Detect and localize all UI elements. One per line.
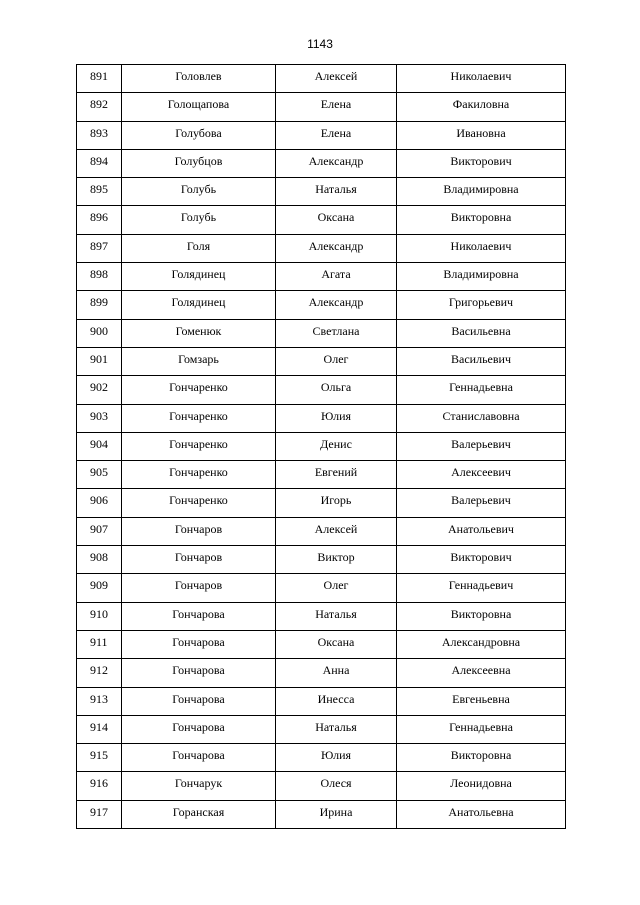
patronymic-cell: Станиславовна bbox=[397, 404, 566, 432]
first-name-cell: Наталья bbox=[276, 715, 397, 743]
row-number-cell: 893 bbox=[77, 121, 122, 149]
patronymic-cell: Алексеевна bbox=[397, 659, 566, 687]
table-row bbox=[77, 149, 566, 177]
patronymic-cell: Александровна bbox=[397, 630, 566, 658]
first-name-cell: Елена bbox=[276, 121, 397, 149]
row-number-cell: 917 bbox=[77, 800, 122, 828]
last-name-cell: Гончаров bbox=[122, 546, 276, 574]
patronymic-cell: Викторовна bbox=[397, 206, 566, 234]
first-name-cell: Юлия bbox=[276, 404, 397, 432]
patronymic-cell: Геннадьевна bbox=[397, 715, 566, 743]
last-name-cell: Гончаренко bbox=[122, 404, 276, 432]
row-number-cell: 898 bbox=[77, 263, 122, 291]
row-number-cell: 910 bbox=[77, 602, 122, 630]
row-number-cell: 913 bbox=[77, 687, 122, 715]
last-name-cell: Гоменюк bbox=[122, 319, 276, 347]
first-name-cell: Алексей bbox=[276, 517, 397, 545]
last-name-cell: Голубова bbox=[122, 121, 276, 149]
first-name-cell: Виктор bbox=[276, 546, 397, 574]
patronymic-cell: Владимировна bbox=[397, 263, 566, 291]
patronymic-cell: Викторовна bbox=[397, 744, 566, 772]
last-name-cell: Гончаренко bbox=[122, 489, 276, 517]
table-row bbox=[77, 744, 566, 772]
first-name-cell: Ольга bbox=[276, 376, 397, 404]
patronymic-cell: Викторович bbox=[397, 149, 566, 177]
patronymic-cell: Григорьевич bbox=[397, 291, 566, 319]
table-row bbox=[77, 715, 566, 743]
table-row bbox=[77, 602, 566, 630]
table-row bbox=[77, 404, 566, 432]
first-name-cell: Олег bbox=[276, 574, 397, 602]
table-row bbox=[77, 574, 566, 602]
patronymic-cell: Валерьевич bbox=[397, 489, 566, 517]
table-row bbox=[77, 461, 566, 489]
row-number-cell: 905 bbox=[77, 461, 122, 489]
last-name-cell: Гончарова bbox=[122, 744, 276, 772]
patronymic-cell: Валерьевич bbox=[397, 432, 566, 460]
last-name-cell: Гончаренко bbox=[122, 461, 276, 489]
row-number-cell: 895 bbox=[77, 178, 122, 206]
first-name-cell: Инесса bbox=[276, 687, 397, 715]
patronymic-cell: Геннадьевна bbox=[397, 376, 566, 404]
last-name-cell: Гомзарь bbox=[122, 347, 276, 375]
last-name-cell: Голя bbox=[122, 234, 276, 262]
row-number-cell: 908 bbox=[77, 546, 122, 574]
first-name-cell: Игорь bbox=[276, 489, 397, 517]
patronymic-cell: Геннадьевич bbox=[397, 574, 566, 602]
table-row bbox=[77, 234, 566, 262]
row-number-cell: 892 bbox=[77, 93, 122, 121]
last-name-cell: Горанская bbox=[122, 800, 276, 828]
row-number-cell: 894 bbox=[77, 149, 122, 177]
first-name-cell: Олеся bbox=[276, 772, 397, 800]
last-name-cell: Гончаров bbox=[122, 517, 276, 545]
last-name-cell: Гончарова bbox=[122, 687, 276, 715]
table-row bbox=[77, 376, 566, 404]
last-name-cell: Гончарук bbox=[122, 772, 276, 800]
roster-table bbox=[76, 64, 566, 829]
last-name-cell: Гончарова bbox=[122, 659, 276, 687]
last-name-cell: Гончарова bbox=[122, 715, 276, 743]
table-row bbox=[77, 432, 566, 460]
patronymic-cell: Анатольевна bbox=[397, 800, 566, 828]
patronymic-cell: Алексеевич bbox=[397, 461, 566, 489]
table-row bbox=[77, 687, 566, 715]
patronymic-cell: Викторовна bbox=[397, 602, 566, 630]
table-row bbox=[77, 630, 566, 658]
table-row bbox=[77, 319, 566, 347]
row-number-cell: 907 bbox=[77, 517, 122, 545]
row-number-cell: 916 bbox=[77, 772, 122, 800]
first-name-cell: Александр bbox=[276, 149, 397, 177]
last-name-cell: Гончарова bbox=[122, 630, 276, 658]
last-name-cell: Гончарова bbox=[122, 602, 276, 630]
table-row bbox=[77, 263, 566, 291]
last-name-cell: Голубь bbox=[122, 178, 276, 206]
table-row bbox=[77, 800, 566, 828]
patronymic-cell: Владимировна bbox=[397, 178, 566, 206]
table-row bbox=[77, 546, 566, 574]
patronymic-cell: Факиловна bbox=[397, 93, 566, 121]
table-row bbox=[77, 206, 566, 234]
first-name-cell: Алексей bbox=[276, 65, 397, 93]
last-name-cell: Голубь bbox=[122, 206, 276, 234]
page-number: 1143 bbox=[307, 37, 333, 51]
table-row bbox=[77, 347, 566, 375]
row-number-cell: 900 bbox=[77, 319, 122, 347]
first-name-cell: Александр bbox=[276, 291, 397, 319]
patronymic-cell: Евгеньевна bbox=[397, 687, 566, 715]
roster-table-body bbox=[77, 65, 566, 829]
last-name-cell: Гончаренко bbox=[122, 376, 276, 404]
table-row bbox=[77, 121, 566, 149]
first-name-cell: Елена bbox=[276, 93, 397, 121]
first-name-cell: Агата bbox=[276, 263, 397, 291]
table-row bbox=[77, 772, 566, 800]
row-number-cell: 901 bbox=[77, 347, 122, 375]
patronymic-cell: Леонидовна bbox=[397, 772, 566, 800]
patronymic-cell: Николаевич bbox=[397, 234, 566, 262]
last-name-cell: Голубцов bbox=[122, 149, 276, 177]
first-name-cell: Оксана bbox=[276, 630, 397, 658]
row-number-cell: 909 bbox=[77, 574, 122, 602]
row-number-cell: 911 bbox=[77, 630, 122, 658]
row-number-cell: 915 bbox=[77, 744, 122, 772]
table-row bbox=[77, 489, 566, 517]
last-name-cell: Голядинец bbox=[122, 291, 276, 319]
first-name-cell: Оксана bbox=[276, 206, 397, 234]
patronymic-cell: Викторович bbox=[397, 546, 566, 574]
row-number-cell: 904 bbox=[77, 432, 122, 460]
first-name-cell: Светлана bbox=[276, 319, 397, 347]
first-name-cell: Александр bbox=[276, 234, 397, 262]
first-name-cell: Юлия bbox=[276, 744, 397, 772]
patronymic-cell: Ивановна bbox=[397, 121, 566, 149]
patronymic-cell: Анатольевич bbox=[397, 517, 566, 545]
row-number-cell: 897 bbox=[77, 234, 122, 262]
table-row bbox=[77, 178, 566, 206]
row-number-cell: 906 bbox=[77, 489, 122, 517]
row-number-cell: 902 bbox=[77, 376, 122, 404]
table-row bbox=[77, 291, 566, 319]
last-name-cell: Гончаров bbox=[122, 574, 276, 602]
last-name-cell: Головлев bbox=[122, 65, 276, 93]
table-row bbox=[77, 93, 566, 121]
row-number-cell: 914 bbox=[77, 715, 122, 743]
first-name-cell: Евгений bbox=[276, 461, 397, 489]
row-number-cell: 896 bbox=[77, 206, 122, 234]
row-number-cell: 912 bbox=[77, 659, 122, 687]
table-row bbox=[77, 65, 566, 93]
first-name-cell: Ирина bbox=[276, 800, 397, 828]
row-number-cell: 903 bbox=[77, 404, 122, 432]
first-name-cell: Денис bbox=[276, 432, 397, 460]
row-number-cell: 891 bbox=[77, 65, 122, 93]
table-row bbox=[77, 659, 566, 687]
patronymic-cell: Васильевич bbox=[397, 347, 566, 375]
first-name-cell: Анна bbox=[276, 659, 397, 687]
last-name-cell: Голядинец bbox=[122, 263, 276, 291]
first-name-cell: Наталья bbox=[276, 178, 397, 206]
patronymic-cell: Васильевна bbox=[397, 319, 566, 347]
last-name-cell: Голощапова bbox=[122, 93, 276, 121]
first-name-cell: Олег bbox=[276, 347, 397, 375]
first-name-cell: Наталья bbox=[276, 602, 397, 630]
patronymic-cell: Николаевич bbox=[397, 65, 566, 93]
table-row bbox=[77, 517, 566, 545]
last-name-cell: Гончаренко bbox=[122, 432, 276, 460]
row-number-cell: 899 bbox=[77, 291, 122, 319]
